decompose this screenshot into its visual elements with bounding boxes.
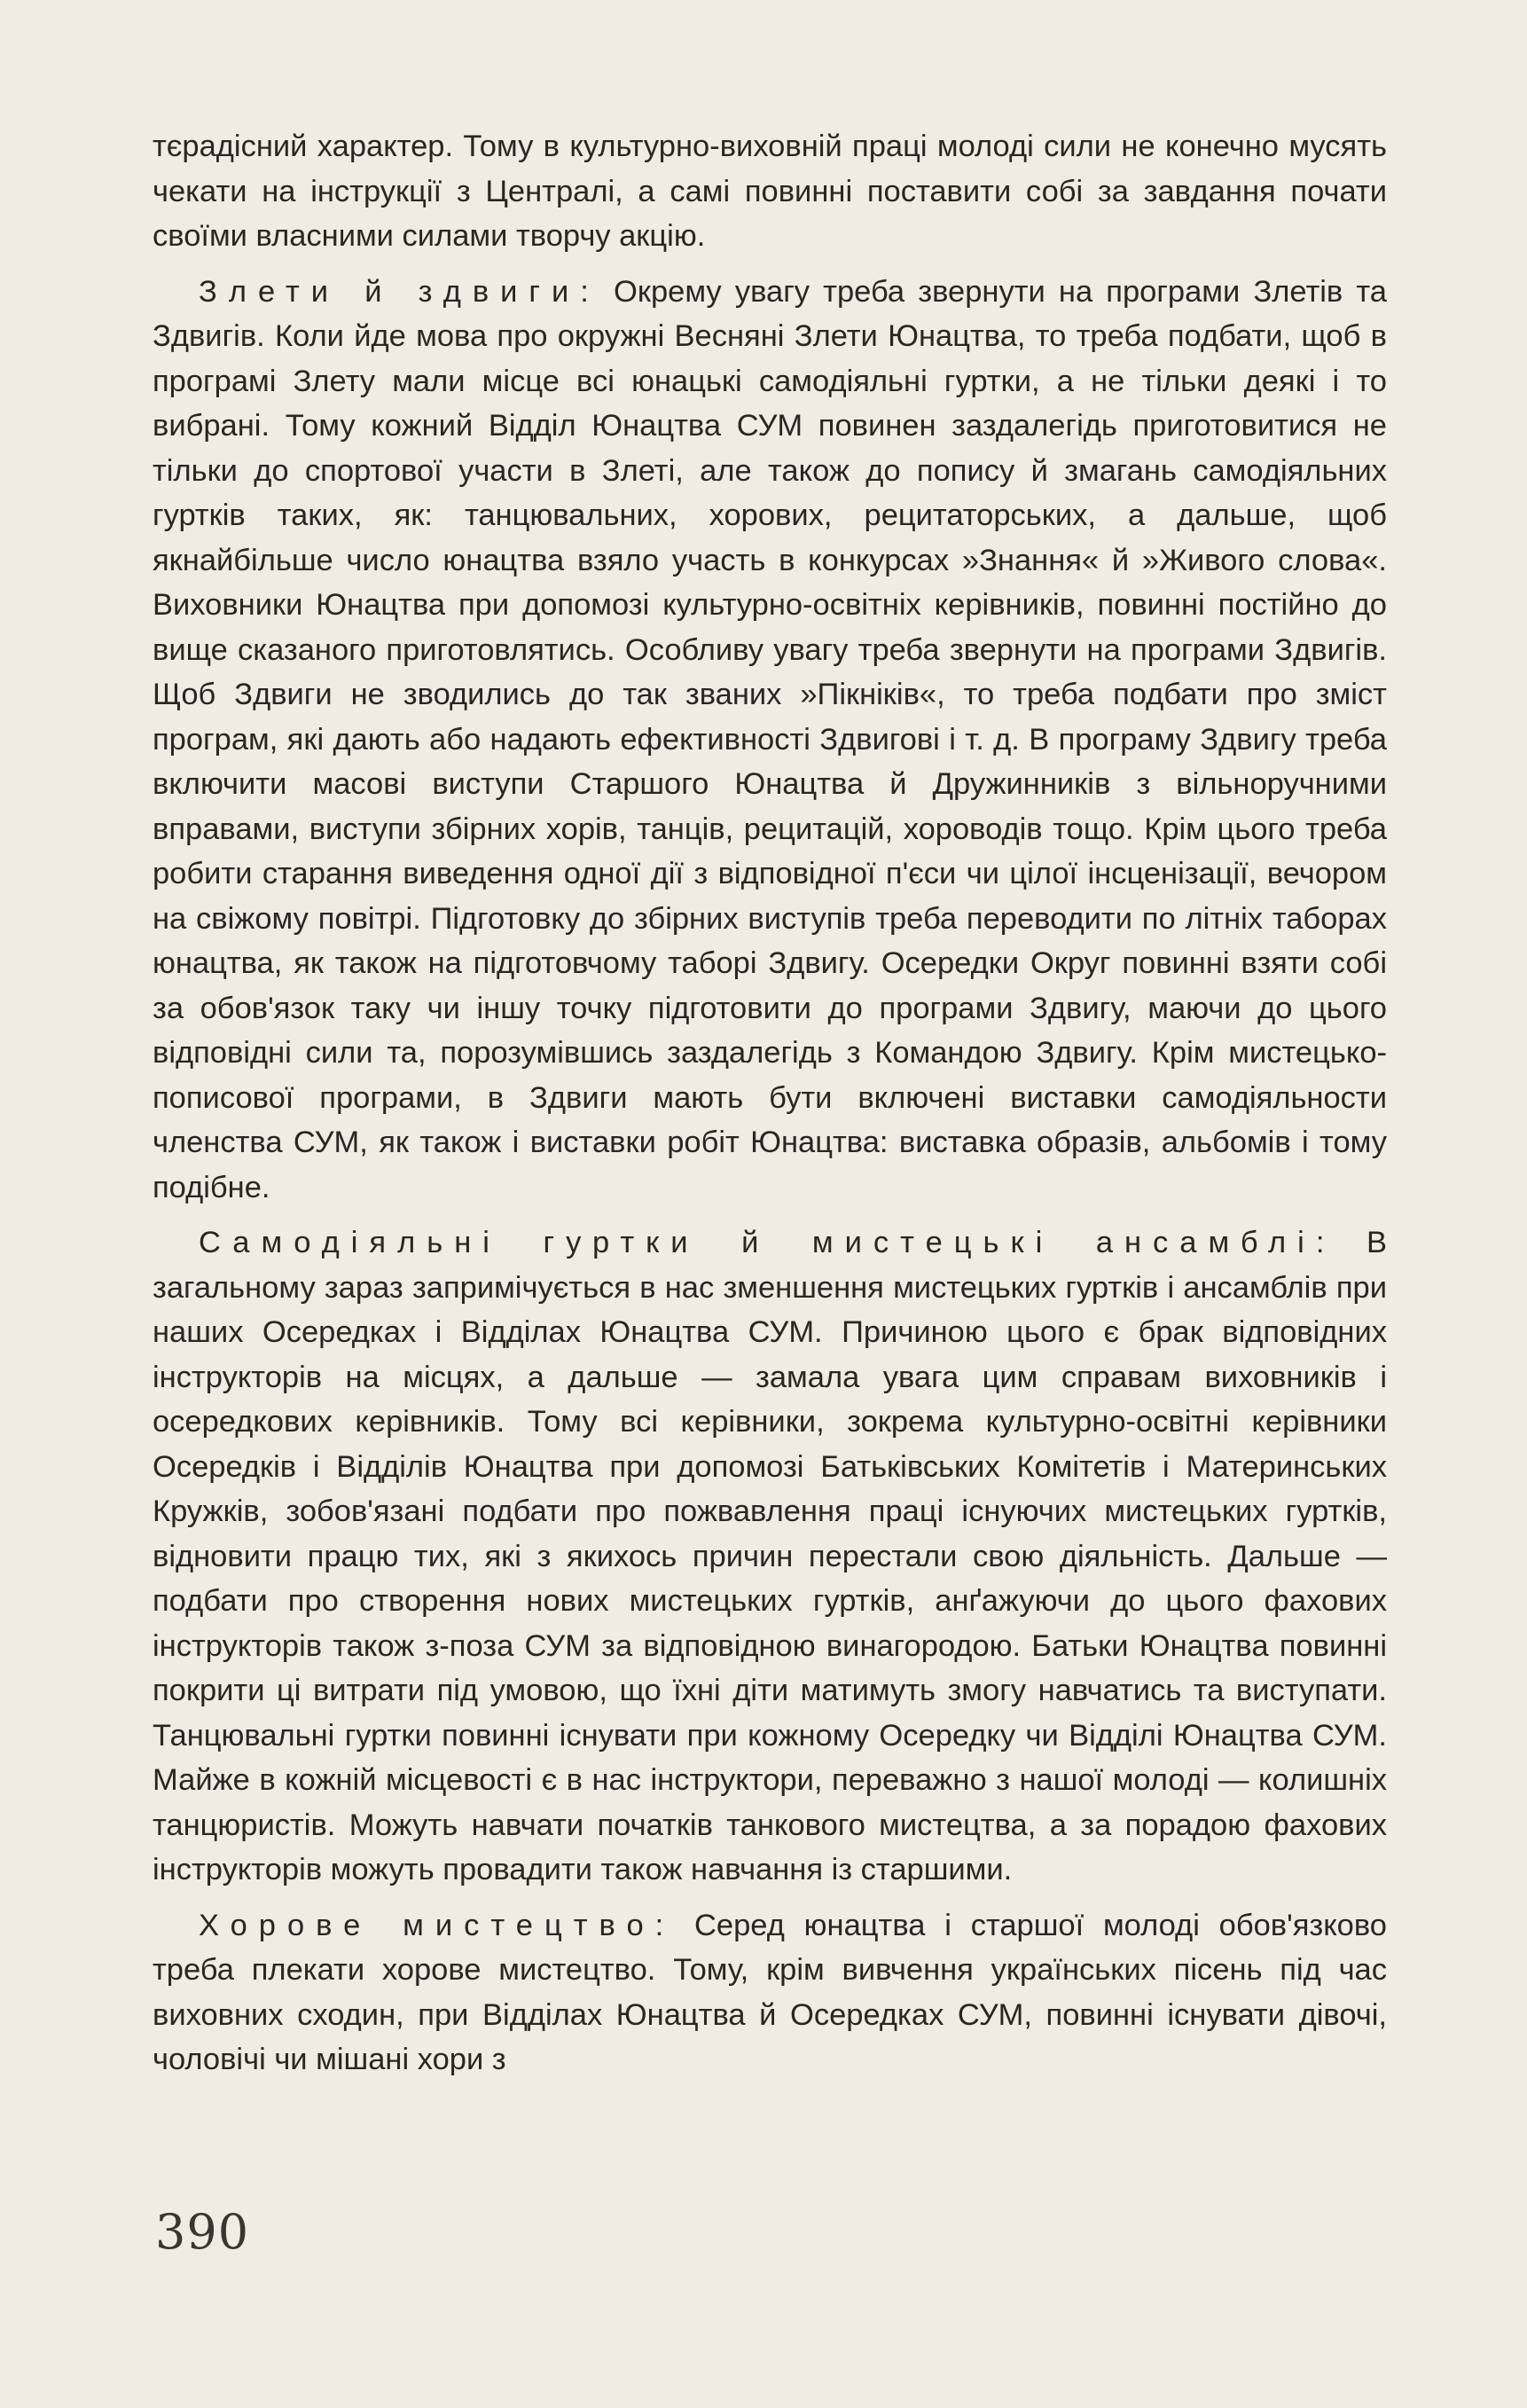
paragraph-samodiialni-hurtky-text: В загальному зараз запримічується в нас зменшення мистецьких гуртків і ансамблів при наших Осередках і Відділах Юнацтва СУМ. Причиною цього є брак відповідних інструкторів на місцях, а дальше — замала увага цим справам виховників і осередкових керівників. Тому всі керівники, зокрема культурно-освітні керівники Осередків і Відділів Юнацтва при допомозі Батьківських Комітетів і Материнських Кружків, зобов'язані подбати про пожвавлення праці існуючих мистецьких гуртків, відновити працю тих, які з якихось причин перестали свою діяльність. Дальше — подбати про створення нових мистецьких гуртків, анґажуючи до цього фахових інструкторів також з-поза СУМ за відповідною винагородою. Батьки Юнацтва повинні покрити ці витрати під умовою, що їхні діти матимуть змогу навчатись та виступати. Танцювальні гуртки повинні існувати при кожному Осередку чи Відділі Юнацтва СУМ. Майже в кожній місцевості є в нас інструктори, переважно з нашої молоді — колишніх танцюристів. Можуть навчати початків танкового мистецтва, а за порадою фахових інструкторів можуть провадити також навчання із старшими. [153,1226,1387,1886]
paragraph-zlety-zdvyhy [153,270,1387,1211]
paragraph-zlety-zdvyhy-text: Окрему увагу треба звернути на програми Злетів та Здвигів. Коли йде мова про окружні Весняні Злети Юнацтва, то треба подбати, щоб в програмі Злету мали місце всі юнацькі самодіяльні гуртки, а не тільки деякі і то вибрані. Тому кожний Відділ Юнацтва СУМ повинен заздалегідь приготовитися не тільки до спортової участи в Злеті, але також до попису й змагань самодіяльних гуртків таких, як: танцювальних, хорових, рецитаторських, а дальше, щоб якнайбільше число юнацтва взяло участь в конкурсах »Знання« й »Живого слова«. Виховники Юнацтва при допомозі культурно-освітніх керівників, повинні постійно до вище сказаного приготовлятись. Особливу увагу треба звернути на програми Здвигів. Щоб Здвиги не зводились до так званих »Пікніків«, то треба подбати про зміст програм, які дають або надають ефективності Здвигові і т. д. В програму Здвигу треба включити масові виступи Старшого Юнацтва й Дружинників з вільноручними вправами, виступи збірних хорів, танців, рецитацій, хороводів тощо. Крім цього треба робити старання виведення одної дії з відповідної п'єси чи цілої інсценізації, вечором на свіжому повітрі. Підготовку до збірних виступів треба переводити по літніх таборах юнацтва, як також на підготовчому таборі Здвигу. Осередки Округ повинні взяти собі за обов'язок таку чи іншу точку підготовити до програми Здвигу, маючи до цього відповідні сили та, порозумівшись заздалегідь з Командою Здвигу. Крім мистецько-пописової програми, в Здвиги мають бути включені виставки самодіяльности членства СУМ, як також і виставки робіт Юнацтва: виставка образів, альбомів і тому подібне. [153,274,1387,1204]
paragraph-intro-text: тєрадісний характер. Тому в культурно-виховній праці молоді сили не конечно мусять чекати на інструкції з Централі, а самі повинні поставити собі за завдання почати своїми власними силами творчу акцію. [153,129,1387,253]
section-heading-khorove-mystetstvo: Хорове мистецтво: [199,1908,676,1942]
paragraph-intro [153,124,1387,259]
paragraph-khorove-mystetstvo [153,1903,1387,2082]
section-heading-zlety-zdvyhy: Злети й здвиги: [199,274,600,309]
body-text [153,124,1387,2082]
page-number: 390 [155,2204,250,2260]
paragraph-samodiialni-hurtky [153,1220,1387,1893]
section-heading-samodiialni-hurtky: Самодіяльні гуртки й мистецькі ансамблі: [199,1226,1336,1259]
paragraph-khorove-mystetstvo-text: Серед юнацтва і старшої молоді обов'язково треба плекати хорове мистецтво. Тому, крім вивчення українських пісень під час виховних сходин, при Відділах Юнацтва й Осередках СУМ, повинні існувати дівочі, чоловічі чи мішані хори з [153,1908,1387,2076]
